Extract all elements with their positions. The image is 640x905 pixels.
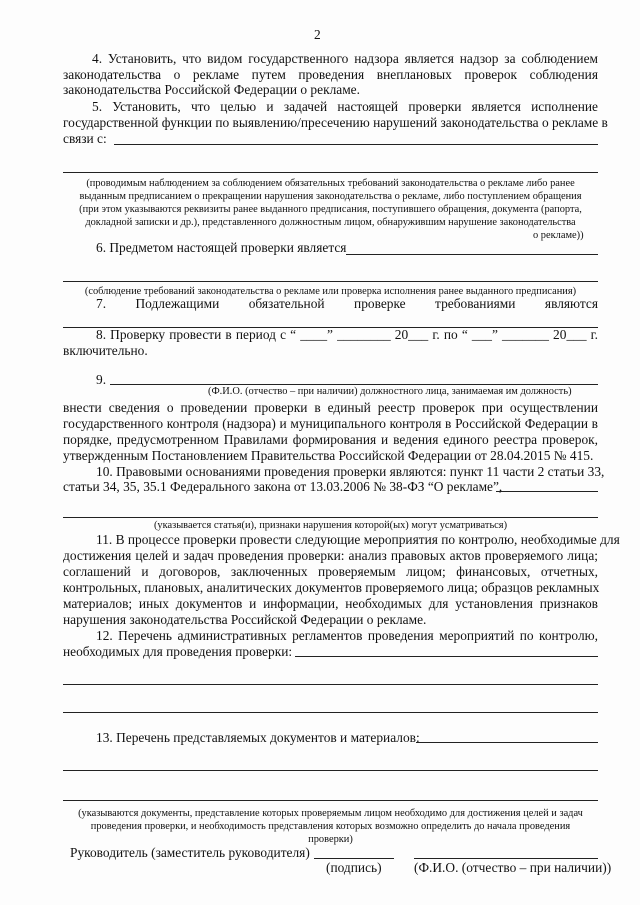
note5-line-3: (при этом указываются реквизиты ранее выданного предписания, поступившего обращения, документа (рапорта, <box>79 204 582 215</box>
p11-line-3: соглашений и договоров, заключенных проверяемым лицом; финансовых, отчетных, <box>63 564 598 579</box>
note13-line-1: (указываются документы, представление которых проверяемым лицом необходимо для достижения целей и задач <box>78 808 583 819</box>
p13-fill-line-3 <box>63 800 598 801</box>
p5-line-3: связи с: <box>63 131 107 146</box>
p11-line-2: достижения целей и задач проведения проверки: анализ правовых актов проверяемого лица; <box>63 548 598 563</box>
note5-line-5: о рекламе)) <box>533 230 584 241</box>
p7-line: 7. Подлежащими обязательной проверке требованиями являются <box>96 296 598 311</box>
p12-fill-line-2 <box>63 684 598 685</box>
p4-line-3: законодательства Российской Федерации о рекламе. <box>63 82 360 97</box>
p13-line: 13. Перечень представляемых документов и материалов: <box>96 730 420 745</box>
p13-fill-line-2 <box>63 770 598 771</box>
note5-line-4: докладной записки и др.), представленного должностным лицом, обнаружившим нарушение законодательства <box>85 217 576 228</box>
signature-name-line <box>414 858 598 859</box>
p6-fill-line-1 <box>346 254 598 255</box>
p11-line-4: контрольных, плановых, аналитических документов проверяемого лица; образцов рекламных <box>63 580 600 595</box>
p9-line-2: государственного контроля (надзора) и муниципального контроля в Российской Федерации в <box>63 416 598 431</box>
p10-line-1: 10. Правовыми основаниями проведения проверки являются: пункт 11 части 2 статьи 33, <box>96 464 605 479</box>
p10-fill-line-1 <box>496 491 598 492</box>
signature-sign-caption: (подпись) <box>326 860 382 875</box>
signature-sign-line <box>314 858 394 859</box>
p5-line-1: 5. Установить, что целью и задачей настоящей проверки является исполнение <box>92 99 598 114</box>
p5-fill-line-1 <box>114 144 598 145</box>
p9-number: 9. <box>96 372 107 387</box>
p9-line-1: внести сведения о проведении проверки в единый реестр проверок при осуществлении <box>63 400 598 415</box>
p10-note: (указывается статья(и), признаки нарушения которой(ых) могут усматриваться) <box>153 520 508 531</box>
signature-head-label: Руководитель (заместитель руководителя) <box>70 845 310 860</box>
p10-fill-line-2 <box>63 517 598 518</box>
p13-fill-line-1 <box>416 742 598 743</box>
p4-line-1: 4. Установить, что видом государственного надзора является надзор за соблюдением <box>92 51 598 66</box>
p6-fill-line-2 <box>63 281 598 282</box>
p9-line-4: утвержденным Постановлением Правительства Российской Федерации от 28.04.2015 № 415. <box>63 448 594 463</box>
page-number: 2 <box>314 27 321 42</box>
p10-line-2: статьи 34, 35, 35.1 Федерального закона от 13.03.2006 № 38-ФЗ “О рекламе”, <box>63 479 503 494</box>
p12-fill-line-3 <box>63 712 598 713</box>
p9-line-3: порядке, предусмотренном Правилами формирования и ведения единого реестра проверок, <box>63 432 598 447</box>
signature-name-caption: (Ф.И.О. (отчество – при наличии)) <box>414 860 612 875</box>
note13-line-3: проверки) <box>308 834 353 845</box>
p9-note: (Ф.И.О. (отчество – при наличии) должностного лица, занимаемая им должность) <box>208 386 572 397</box>
p11-line-5: материалов; иных документов и информации, необходимых для установления признаков <box>63 596 598 611</box>
p6-line: 6. Предметом настоящей проверки является <box>96 240 347 255</box>
p12-fill-line-1 <box>295 656 598 657</box>
p12-line-1: 12. Перечень административных регламентов проведения мероприятий по контролю, <box>96 628 598 643</box>
p5-fill-line-2 <box>63 172 598 173</box>
p12-line-2: необходимых для проведения проверки: <box>63 644 293 659</box>
p8-line-1: 8. Проверку провести в период с “ ____” ________ 20___ г. по “ ___” _______ 20___ г. <box>96 327 598 342</box>
p4-line-2: законодательства о рекламе путем проведения внеплановых проверок соблюдения <box>63 67 598 82</box>
note13-line-2: проведения проверки, и необходимость представления которых возможно определить до начала проведения <box>90 821 571 832</box>
p5-line-2: государственной функции по выявлению/пресечению нарушений законодательства о рекламе в <box>63 115 608 130</box>
p8-line-2: включительно. <box>63 343 148 358</box>
note5-line-1: (проводимым наблюдением за соблюдением обязательных требований законодательства о рекламе либо ранее <box>86 178 575 189</box>
p11-line-6: нарушения законодательства Российской Федерации о рекламе. <box>63 612 427 627</box>
note5-line-2: выданным предписанием о прекращении нарушения законодательства о рекламе, либо поступлением обращения <box>79 191 582 202</box>
p11-line-1: 11. В процессе проверки провести следующие мероприятия по контролю, необходимые для <box>96 532 620 547</box>
note6: (соблюдение требований законодательства о рекламе или проверка исполнения ранее выданного предписания) <box>84 286 577 297</box>
